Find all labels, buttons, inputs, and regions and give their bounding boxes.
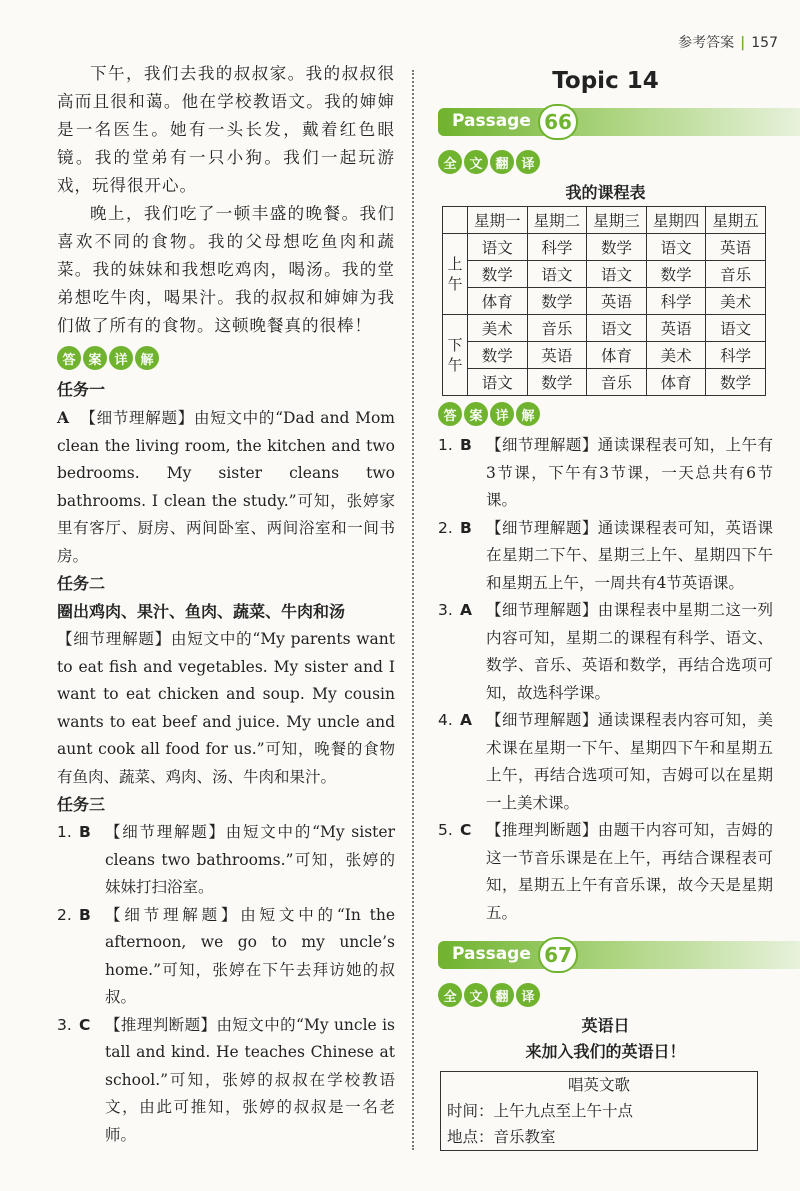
table-row xyxy=(443,315,766,342)
table-cell: 体育 xyxy=(646,369,706,396)
item-explanation: 【推理判断题】由题干内容可知，吉姆的这一节音乐课是在上午，再结合课程表可知，星期五上午有音乐课，故今天是星期五。 xyxy=(486,821,773,922)
task3-item xyxy=(57,819,395,902)
topic-title: Topic 14 xyxy=(552,68,659,94)
table-row xyxy=(443,234,766,261)
badge-char: 译 xyxy=(516,983,540,1007)
table-cell: 美术 xyxy=(646,342,706,369)
table-cell: 语文 xyxy=(527,261,587,288)
task1-explanation: 【细节理解题】由短文中的“Dad and Mom clean the living room, the kitchen and two bedrooms. My sister cleans two bathrooms. I clean the study.”可知，张婷家里有客厅、厨房、两间卧室、两间浴室和一间书房。 xyxy=(57,409,396,565)
event-box xyxy=(440,1071,758,1151)
item-answer: B xyxy=(79,905,91,924)
badge-char: 解 xyxy=(516,402,540,426)
answer-item xyxy=(438,515,773,598)
table-cell: 数学 xyxy=(527,369,587,396)
table-cell: 数学 xyxy=(587,234,647,261)
page-header xyxy=(678,32,778,52)
day-header: 星期三 xyxy=(587,207,647,234)
item-explanation: 【细节理解题】通读课程表可知，英语课在星期二下午、星期三上午、星期四下午和星期五上午，一周共有4节英语课。 xyxy=(486,518,773,592)
item-answer: A xyxy=(460,601,472,619)
task1-answer xyxy=(57,404,395,570)
schedule-title: 我的课程表 xyxy=(565,183,646,202)
table-cell: 语文 xyxy=(587,315,647,342)
item-explanation: 【细节理解题】由短文中的“My sister cleans two bathrooms.”可知，张婷的妹妹打扫浴室。 xyxy=(105,823,395,896)
badge-char: 翻 xyxy=(490,983,514,1007)
table-cell: 美术 xyxy=(706,288,766,315)
table-row xyxy=(443,207,766,234)
table-cell: 音乐 xyxy=(587,369,647,396)
badge-char: 全 xyxy=(438,150,462,174)
task2-explanation: 【细节理解题】由短文中的“My parents want to eat fish and vegetables. My sister and I want to eat chicken and soup. My cousin wants to eat beef and juice. My uncle and aunt cook all food for us.”可知，晚餐的食物有鱼肉、蔬菜、鸡肉、汤、牛肉和果汁。 xyxy=(57,630,395,786)
item-number: 3. xyxy=(57,1015,72,1034)
badge-char: 解 xyxy=(135,346,159,370)
answer-badge xyxy=(438,402,773,426)
badge-char: 案 xyxy=(83,346,107,370)
item-explanation: 【推理判断题】由短文中的“My uncle is tall and kind. He teaches Chinese at school.”可知，张婷的叔叔在学校教语文，由此可推知，张婷的叔叔是一名老师。 xyxy=(105,1015,395,1144)
badge-char: 文 xyxy=(464,150,488,174)
table-cell: 科学 xyxy=(706,342,766,369)
table-corner xyxy=(443,207,468,234)
passage-number: 67 xyxy=(538,937,578,973)
translation-badge xyxy=(438,150,773,174)
item-explanation: 【细节理解题】由短文中的“In the afternoon, we go to my uncle’s home.”可知，张婷在下午去拜访她的叔叔。 xyxy=(105,905,395,1006)
passage-banner xyxy=(438,104,773,140)
event-place: 地点：音乐教室 xyxy=(447,1128,556,1146)
item-answer: B xyxy=(460,518,472,537)
table-row xyxy=(443,342,766,369)
table-cell: 音乐 xyxy=(706,261,766,288)
passage-label: Passage xyxy=(452,944,531,964)
badge-char: 答 xyxy=(57,346,81,370)
item-answer: A xyxy=(460,711,472,729)
table-row xyxy=(443,369,766,396)
answer-item xyxy=(438,597,773,707)
passage-banner xyxy=(438,937,773,973)
badge-char: 文 xyxy=(464,983,488,1007)
column-divider xyxy=(412,70,414,1150)
day-header: 星期二 xyxy=(527,207,587,234)
task3-item xyxy=(57,902,395,1012)
item-explanation: 【细节理解题】通读课程表内容可知，美术课在星期一下午、星期四下午和星期五上午，再结合选项可知，吉姆可以在星期一上美术课。 xyxy=(486,711,773,812)
badge-char: 详 xyxy=(490,402,514,426)
table-cell: 美术 xyxy=(468,315,528,342)
badge-char: 案 xyxy=(464,402,488,426)
item-explanation: 【细节理解题】通读课程表可知，上午有3节课，下午有3节课，一天总共有6节课。 xyxy=(486,436,773,509)
table-cell: 英语 xyxy=(706,234,766,261)
table-cell: 英语 xyxy=(527,342,587,369)
item-number: 4. xyxy=(438,711,453,729)
task1-answer-letter: A xyxy=(57,408,70,427)
task2-subtitle: 圈出鸡肉、果汁、鱼肉、蔬菜、牛肉和汤 xyxy=(57,602,346,621)
item-explanation: 【细节理解题】由课程表中星期二这一列内容可知，星期二的课程有科学、语文、数学、音乐、英语和数学，再结合选项可知，故选科学课。 xyxy=(486,601,773,702)
item-answer: C xyxy=(79,1015,91,1034)
table-cell: 英语 xyxy=(646,315,706,342)
answer-item xyxy=(438,817,773,927)
schedule-table xyxy=(442,206,766,396)
table-row xyxy=(443,261,766,288)
task3-item xyxy=(57,1012,395,1150)
table-cell: 体育 xyxy=(587,342,647,369)
table-cell: 语文 xyxy=(646,234,706,261)
table-cell: 语文 xyxy=(587,261,647,288)
header-separator: | xyxy=(740,35,746,51)
task3-title: 任务三 xyxy=(57,795,106,814)
passage-number: 66 xyxy=(538,104,578,140)
day-header: 星期一 xyxy=(468,207,528,234)
header-title: 参考答案 xyxy=(678,35,735,51)
period-am: 上午 xyxy=(443,234,468,315)
left-column xyxy=(57,60,395,1149)
translation-paragraph-2: 晚上，我们吃了一顿丰盛的晚餐。我们喜欢不同的食物。我的父母想吃鱼肉和蔬菜。我的妹妹和我想吃鸡肉，喝汤。我的堂弟想吃牛肉，喝果汁。我的叔叔和婶婶为我们做了所有的食物。这顿晚餐真的很棒！ xyxy=(57,204,395,335)
page-number: 157 xyxy=(751,35,778,51)
table-cell: 语文 xyxy=(468,234,528,261)
right-column xyxy=(438,60,773,1151)
translation-paragraph-1: 下午，我们去我的叔叔家。我的叔叔很高而且很和蔼。他在学校教语文。我的婶婶是一名医生。她有一头长发，戴着红色眼镜。我的堂弟有一只小狗。我们一起玩游戏，玩得很开心。 xyxy=(57,64,395,195)
day-header: 星期四 xyxy=(646,207,706,234)
event-time: 时间：上午九点至上午十点 xyxy=(447,1102,634,1120)
table-cell: 数学 xyxy=(706,369,766,396)
table-cell: 语文 xyxy=(468,369,528,396)
answer-item xyxy=(438,432,773,515)
item-answer: C xyxy=(460,821,472,839)
item-number: 1. xyxy=(57,823,72,841)
table-cell: 数学 xyxy=(468,261,528,288)
badge-char: 译 xyxy=(516,150,540,174)
task2-title: 任务二 xyxy=(57,574,106,593)
table-cell: 体育 xyxy=(468,288,528,315)
item-number: 3. xyxy=(438,601,453,619)
item-answer: B xyxy=(79,823,91,841)
day-header: 星期五 xyxy=(706,207,766,234)
translation-badge xyxy=(438,983,773,1007)
badge-char: 全 xyxy=(438,983,462,1007)
table-cell: 音乐 xyxy=(527,315,587,342)
badge-char: 详 xyxy=(109,346,133,370)
item-number: 5. xyxy=(438,821,453,839)
task1-title: 任务一 xyxy=(57,380,106,399)
table-cell: 科学 xyxy=(527,234,587,261)
item-answer: B xyxy=(460,436,472,454)
passage-label: Passage xyxy=(452,111,531,131)
english-day-title: 英语日 xyxy=(581,1016,630,1035)
badge-char: 答 xyxy=(438,402,462,426)
table-cell: 语文 xyxy=(706,315,766,342)
item-number: 2. xyxy=(438,518,453,537)
table-cell: 数学 xyxy=(468,342,528,369)
item-number: 1. xyxy=(438,436,453,454)
table-cell: 数学 xyxy=(646,261,706,288)
event-name: 唱英文歌 xyxy=(567,1076,630,1094)
period-pm: 下午 xyxy=(443,315,468,396)
table-cell: 科学 xyxy=(646,288,706,315)
table-cell: 英语 xyxy=(587,288,647,315)
answer-badge xyxy=(57,346,395,370)
table-cell: 数学 xyxy=(527,288,587,315)
table-row xyxy=(443,288,766,315)
badge-char: 翻 xyxy=(490,150,514,174)
english-day-subtitle: 来加入我们的英语日！ xyxy=(525,1042,686,1061)
item-number: 2. xyxy=(57,905,72,924)
answer-item xyxy=(438,707,773,817)
